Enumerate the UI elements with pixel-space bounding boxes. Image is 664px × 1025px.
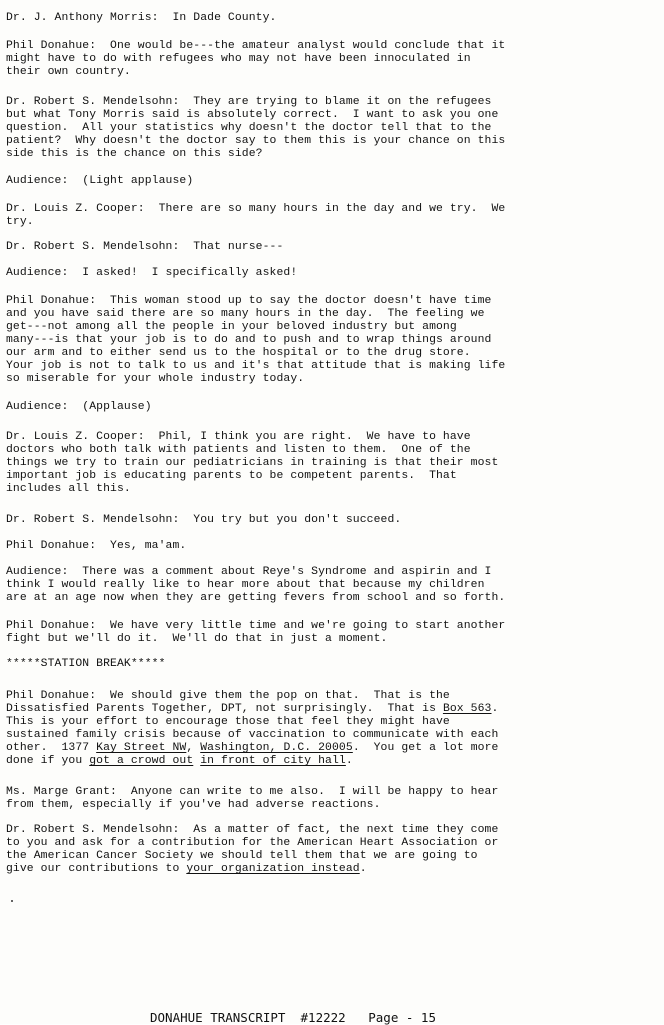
- final-line-2: to you and ask for a contribution for the American Heart Association or: [6, 837, 499, 849]
- final-line-4-end: .: [359, 863, 367, 875]
- paragraph-grant: Ms. Marge Grant: Anyone can write to me also. I will be happy to hear from them, especially if you've had adverse reactions.: [6, 786, 499, 811]
- dpt-line-6: done if you: [6, 755, 90, 767]
- dpt-line-6-end: .: [345, 755, 353, 767]
- paragraph-mendelsohn-succeed: Dr. Robert S. Mendelsohn: You try but you don't succeed.: [6, 514, 402, 526]
- dpt-line-5: other. 1377: [6, 742, 97, 754]
- paragraph-audience-light: Audience: (Light applause): [6, 175, 194, 187]
- dpt-comma: ,: [186, 742, 201, 754]
- paragraph-cooper-hours: Dr. Louis Z. Cooper: There are so many hours in the day and we try. We try.: [6, 203, 506, 228]
- dpt-line-4: sustained family crisis because of vaccination to communicate with each: [6, 729, 499, 741]
- dpt-line-3: This is your effort to encourage those that feel they might have: [6, 716, 450, 728]
- dpt-line-5-end: . You get a lot more: [352, 742, 499, 754]
- your-organization-phrase: your organization instead: [186, 863, 360, 875]
- city-hall-phrase: in front of city hall: [200, 755, 346, 767]
- final-line-3: the American Cancer Society we should tell them that we are going to: [6, 850, 478, 862]
- crowd-phrase: got a crowd out: [89, 755, 194, 767]
- paragraph-mendelsohn-contribution: [6, 824, 658, 876]
- paragraph-donahue-refugees: Phil Donahue: One would be---the amateur analyst would conclude that it might have to do with refugees who may not have been innoculated in their own country.: [6, 40, 506, 78]
- paragraph-donahue-dpt: [6, 690, 658, 768]
- station-break: *****STATION BREAK*****: [6, 658, 166, 670]
- final-line-1: Dr. Robert S. Mendelsohn: As a matter of fact, the next time they come: [6, 824, 499, 836]
- dpt-line-2-end: .: [491, 703, 499, 715]
- paragraph-donahue-maam: Phil Donahue: Yes, ma'am.: [6, 540, 187, 552]
- paragraph-mendelsohn-blame: Dr. Robert S. Mendelsohn: They are trying to blame it on the refugees but what Tony Morris said is absolutely correct. I want to ask you one question. All your statistics why doesn't the doctor tell that to the patient? Why doesn't the doctor say to them this is your chance on this side this is the chance on this side?: [6, 96, 506, 160]
- paragraph-morris-dade: Dr. J. Anthony Morris: In Dade County.: [6, 12, 277, 24]
- dpt-line-2: Dissatisfied Parents Together, DPT, not surprisingly. That is: [6, 703, 443, 715]
- dpt-line-1: Phil Donahue: We should give them the pop on that. That is the: [6, 690, 450, 702]
- city-zip: Washington, D.C. 20005: [200, 742, 353, 754]
- paragraph-donahue-woman: Phil Donahue: This woman stood up to say the doctor doesn't have time and you have said there are so many hours in the day. The feeling we get---not among all the people in your beloved industry but among many---is that your job is to do and to push and to wrap things around our arm and to either send us to the hospital or to the drug store. Your job is not to talk to us and it's that attitude that is making life so miserable for your whole industry today.: [6, 295, 506, 385]
- paragraph-mendelsohn-nurse: Dr. Robert S. Mendelsohn: That nurse---: [6, 241, 284, 253]
- paragraph-donahue-little-time: Phil Donahue: We have very little time and we're going to start another fight but we'll do it. We'll do that in just a moment.: [6, 620, 506, 645]
- final-line-4: give our contributions to: [6, 863, 187, 875]
- scan-speck: [11, 900, 13, 902]
- page-footer: DONAHUE TRANSCRIPT #12222 Page - 15: [150, 1009, 436, 1025]
- box-number: Box 563: [442, 703, 492, 715]
- paragraph-audience-applause: Audience: (Applause): [6, 401, 152, 413]
- paragraph-audience-reyes: Audience: There was a comment about Reye's Syndrome and aspirin and I think I would really like to hear more about that because my children are at an age now when they are getting fevers from school and so forth.: [6, 566, 506, 604]
- paragraph-cooper-right: Dr. Louis Z. Cooper: Phil, I think you are right. We have to have doctors who both talk with patients and listen to them. One of the things we try to train our pediatricians in training is that their most important job is educating parents to be competent parents. That includes all this.: [6, 431, 499, 495]
- street-address: Kay Street NW: [96, 742, 187, 754]
- paragraph-audience-asked: Audience: I asked! I specifically asked!: [6, 267, 298, 279]
